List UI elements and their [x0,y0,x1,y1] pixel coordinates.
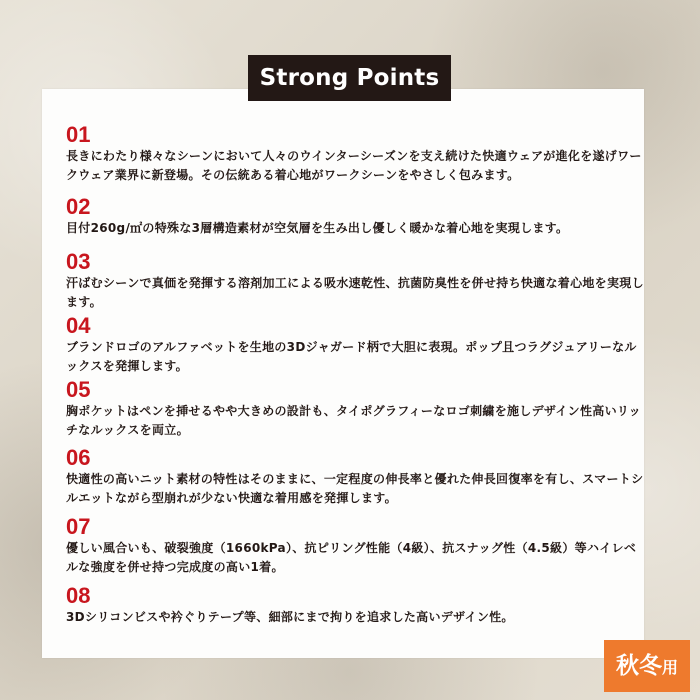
point-text: 目付260g/㎡の特殊な3層構造素材が空気層を生み出し優しく暖かな着心地を実現します。 [66,221,569,235]
point-number: 03 [66,249,91,274]
point-text: 3Dシリコンビスや衿ぐりテープ等、細部にまで拘りを追求した高いデザイン性。 [66,610,514,624]
point-item [66,515,646,577]
point-item [66,195,646,238]
point-item [66,123,646,185]
point-text: 胸ポケットはペンを挿せるやや大きめの設計も、タイポグラフィーなロゴ刺繍を施しデザイン性高いリッチなルックスを両立。 [66,404,641,437]
point-text: 汗ばむシーンで真価を発揮する溶剤加工による吸水速乾性、抗菌防臭性を併せ持ち快適な着心地を実現します。 [66,276,644,309]
point-item [66,378,646,440]
season-badge-main: 秋冬 [615,653,662,679]
point-text: 快適性の高いニット素材の特性はそのままに、一定程度の伸長率と優れた伸長回復率を有し、スマートシルエットながら型崩れが少ない快適な着用感を発揮します。 [66,472,644,505]
season-badge-suffix: 用 [661,658,678,677]
point-item [66,314,646,376]
point-item [66,250,646,312]
season-badge [604,640,690,692]
point-text: 長きにわたり様々なシーンにおいて人々のウインターシーズンを支え続けた快適ウェアが進化を遂げワークウェア業界に新登場。その伝統ある着心地がワークシーンをやさしく包みます。 [66,149,642,182]
point-text: ブランドロゴのアルファベットを生地の3Dジャガード柄で大胆に表現。ポップ且つラグジュアリーなルックスを発揮します。 [66,340,637,373]
point-number: 04 [66,313,91,338]
point-item [66,584,646,627]
point-number: 06 [66,445,91,470]
point-text: 優しい風合いも、破裂強度（1660kPa）、抗ピリング性能（4級）、抗スナッグ性（4.5級）等ハイレベルな強度を併せ持つ完成度の高い1着。 [66,541,637,574]
point-number: 05 [66,377,91,402]
point-number: 08 [66,583,91,608]
point-number: 02 [66,194,91,219]
point-number: 07 [66,514,91,539]
point-item [66,446,646,508]
title-banner: Strong Points [248,55,451,101]
point-number: 01 [66,122,91,147]
